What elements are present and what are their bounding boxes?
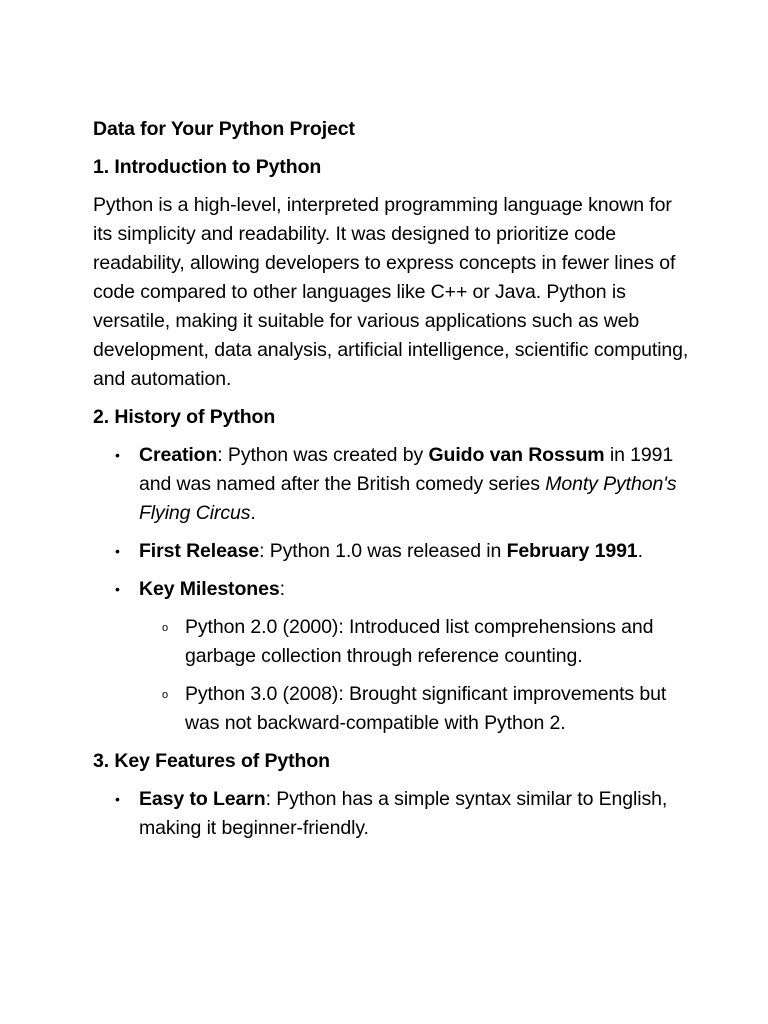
list-item-key-milestones bbox=[139, 575, 693, 738]
introduction-paragraph: Python is a high-level, interpreted programming language known for its simplicity and readability. It was designed to prioritize code readability, allowing developers to express concepts in fewer lines of code compared to other languages like C++ or Java. Python is versatile, making it suitable for various applications such as web development, data analysis, artificial intelligence, scientific computing, and automation. bbox=[93, 194, 689, 390]
list-item-creation bbox=[139, 441, 693, 528]
list-item-first-release bbox=[139, 537, 693, 566]
easy-to-learn-text: : Python has a simple syntax similar to English, making it beginner-friendly. bbox=[139, 788, 668, 839]
creation-text-after: . bbox=[250, 502, 256, 524]
section-heading-introduction: 1. Introduction to Python bbox=[93, 156, 322, 178]
features-list bbox=[93, 785, 693, 843]
milestones-sublist bbox=[139, 613, 693, 738]
creation-text-middle: in 1991 and was named after the British comedy series bbox=[139, 444, 674, 495]
document-page bbox=[93, 115, 693, 852]
first-release-label: First Release bbox=[139, 540, 260, 562]
creation-label: Creation bbox=[139, 444, 218, 466]
first-release-date: February 1991 bbox=[506, 540, 638, 562]
section-heading-key-features: 3. Key Features of Python bbox=[93, 750, 330, 772]
creator-name: Guido van Rossum bbox=[428, 444, 605, 466]
milestone-item: o Python 2.0 (2000): Introduced list comprehensions and garbage collection through reference counting. bbox=[185, 613, 693, 671]
section-heading-history: 2. History of Python bbox=[93, 406, 276, 428]
milestone-item: o Python 3.0 (2008): Brought significant improvements but was not backward-compatible with Python 2. bbox=[185, 680, 693, 738]
first-release-text-after: . bbox=[637, 540, 643, 562]
comedy-series-title: Monty Python's Flying Circus bbox=[139, 473, 677, 524]
milestones-label: Key Milestones bbox=[139, 578, 280, 600]
creation-text-before: : Python was created by bbox=[217, 444, 429, 466]
first-release-text-before: : Python 1.0 was released in bbox=[259, 540, 507, 562]
list-item-easy-to-learn bbox=[139, 785, 693, 843]
easy-to-learn-label: Easy to Learn bbox=[139, 788, 266, 810]
document-title: Data for Your Python Project bbox=[93, 118, 355, 140]
history-list bbox=[93, 441, 693, 738]
milestones-colon: : bbox=[279, 578, 285, 600]
